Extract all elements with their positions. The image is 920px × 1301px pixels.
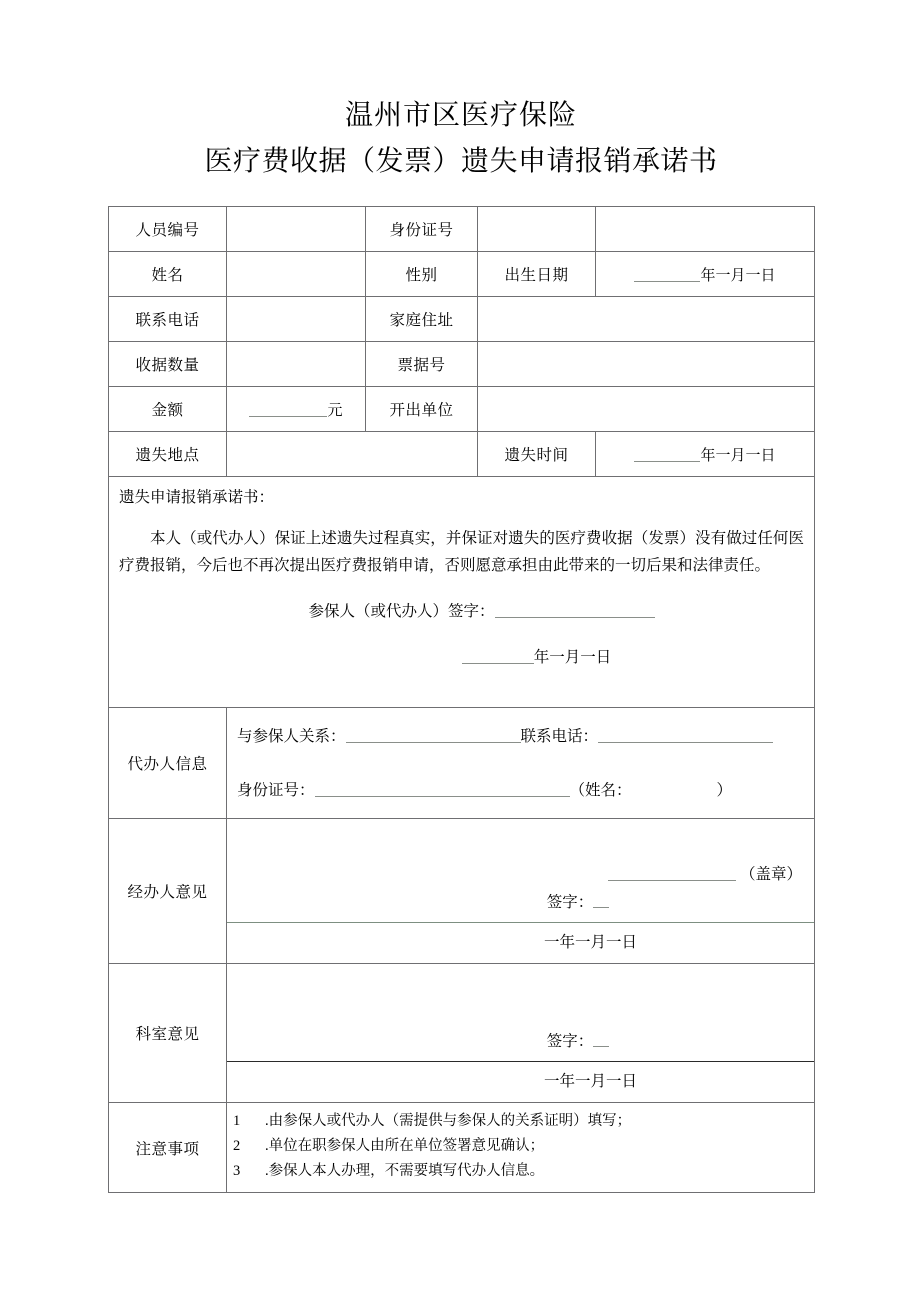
label-gender: 性别 bbox=[366, 252, 478, 297]
label-contact-phone: 联系电话 bbox=[109, 297, 227, 342]
note-text-3: .参保人本人办理，不需要填写代办人信息。 bbox=[265, 1163, 545, 1179]
table-row-notes bbox=[109, 1103, 815, 1193]
field-amount[interactable] bbox=[227, 387, 366, 432]
department-signature-label: 签字： bbox=[546, 1033, 594, 1050]
commitment-signature-row bbox=[119, 599, 804, 621]
birth-date-suffix: 年一月一日 bbox=[700, 267, 776, 284]
commitment-signature-label: 参保人（或代办人）签字： bbox=[308, 603, 495, 620]
note-text-1: .由参保人或代办人（需提供与参保人的关系证明）填写； bbox=[265, 1113, 632, 1129]
table-row-handler-opinion bbox=[109, 819, 815, 964]
commitment-signature-blank[interactable] bbox=[495, 603, 655, 618]
table-row-phone-address bbox=[109, 297, 815, 342]
agent-idno-line bbox=[237, 776, 802, 806]
field-person-number[interactable] bbox=[227, 207, 366, 252]
table-row-department-opinion bbox=[109, 964, 815, 1103]
loss-time-blank[interactable] bbox=[634, 447, 700, 462]
field-id-number-part1[interactable] bbox=[478, 207, 596, 252]
commitment-heading: 遗失申请报销承诺书： bbox=[119, 489, 275, 506]
table-row-name-gender-birth bbox=[109, 252, 815, 297]
note-item-1 bbox=[233, 1109, 804, 1134]
main-form-table bbox=[108, 206, 815, 1193]
department-opinion-inner bbox=[227, 964, 814, 1060]
department-signature-row bbox=[239, 1030, 802, 1054]
note-item-2 bbox=[233, 1134, 804, 1159]
agent-idno-blank[interactable] bbox=[315, 782, 570, 797]
label-home-address: 家庭住址 bbox=[366, 297, 478, 342]
agent-idno-label: 身份证号： bbox=[237, 782, 315, 799]
table-row-loss-place-time bbox=[109, 432, 815, 477]
table-row-commitment bbox=[109, 477, 815, 708]
commitment-date-suffix: 年一月一日 bbox=[533, 649, 612, 666]
handler-signature-blank[interactable] bbox=[593, 895, 609, 908]
label-id-number: 身份证号 bbox=[366, 207, 478, 252]
commitment-bottom-spacer bbox=[119, 667, 804, 697]
agent-relation-label: 与参保人关系： bbox=[237, 728, 346, 745]
note-text-2: .单位在职参保人由所在单位签署意见确认； bbox=[265, 1138, 545, 1154]
table-row-receipt-count-number bbox=[109, 342, 815, 387]
field-name[interactable] bbox=[227, 252, 366, 297]
field-issuing-unit[interactable] bbox=[478, 387, 815, 432]
handler-stamp-blank[interactable] bbox=[608, 866, 736, 881]
handler-signature-row bbox=[239, 891, 802, 915]
field-id-number-part2[interactable] bbox=[596, 207, 815, 252]
department-signature-blank[interactable] bbox=[593, 1034, 609, 1047]
label-notes: 注意事项 bbox=[109, 1103, 227, 1193]
loss-time-suffix: 年一月一日 bbox=[700, 447, 776, 464]
amount-blank[interactable] bbox=[249, 402, 327, 417]
field-receipt-count[interactable] bbox=[227, 342, 366, 387]
department-opinion-spacer bbox=[239, 974, 802, 1026]
label-loss-place: 遗失地点 bbox=[109, 432, 227, 477]
commitment-section bbox=[109, 477, 815, 708]
label-person-number: 人员编号 bbox=[109, 207, 227, 252]
agent-info-section bbox=[227, 708, 815, 819]
handler-signature-label: 签字： bbox=[546, 894, 594, 911]
table-row-amount-issuer bbox=[109, 387, 815, 432]
note-item-3 bbox=[233, 1159, 804, 1184]
label-receipt-count: 收据数量 bbox=[109, 342, 227, 387]
note-number-2: 2 bbox=[233, 1138, 241, 1154]
label-birth-date: 出生日期 bbox=[478, 252, 596, 297]
department-opinion-section[interactable] bbox=[227, 964, 815, 1103]
title-line-2: 医疗费收据（发票）遗失申请报销承诺书 bbox=[204, 146, 718, 177]
commitment-body-text: 本人（或代办人）保证上述遗失过程真实，并保证对遗失的医疗费收据（发票）没有做过任何医疗费报销，今后也不再次提出医疗费报销申请，否则愿意承担由此带来的一切后果和法律责任。 bbox=[119, 530, 804, 574]
commitment-date-blank[interactable] bbox=[462, 649, 534, 664]
amount-unit: 元 bbox=[327, 402, 343, 419]
label-name: 姓名 bbox=[109, 252, 227, 297]
field-home-address[interactable] bbox=[478, 297, 815, 342]
label-amount: 金额 bbox=[109, 387, 227, 432]
field-receipt-number[interactable] bbox=[478, 342, 815, 387]
agent-name-open-paren: （姓名： bbox=[569, 782, 632, 799]
notes-section bbox=[227, 1103, 815, 1193]
agent-relation-blank[interactable] bbox=[346, 728, 521, 743]
field-contact-phone[interactable] bbox=[227, 297, 366, 342]
note-number-3: 3 bbox=[233, 1163, 241, 1179]
agent-relation-line bbox=[237, 722, 802, 752]
agent-name-close-paren: ） bbox=[716, 782, 733, 799]
label-handler-opinion: 经办人意见 bbox=[109, 819, 227, 964]
title-line-1: 温州市区医疗保险 bbox=[344, 100, 577, 131]
handler-stamp-row bbox=[239, 863, 802, 887]
handler-opinion-inner bbox=[227, 819, 814, 921]
field-loss-place[interactable] bbox=[227, 432, 478, 477]
label-receipt-number: 票据号 bbox=[366, 342, 478, 387]
table-row-agent-info bbox=[109, 708, 815, 819]
field-loss-time[interactable] bbox=[596, 432, 815, 477]
document-title-block bbox=[108, 96, 814, 184]
birth-date-blank[interactable] bbox=[634, 267, 700, 282]
label-loss-time: 遗失时间 bbox=[478, 432, 596, 477]
department-opinion-date: 一年一月一日 bbox=[543, 1073, 637, 1090]
handler-stamp-label: （盖章） bbox=[739, 866, 802, 883]
field-birth-date[interactable] bbox=[596, 252, 815, 297]
note-number-1: 1 bbox=[233, 1113, 241, 1129]
label-agent-info: 代办人信息 bbox=[109, 708, 227, 819]
table-row-person-id bbox=[109, 207, 815, 252]
label-department-opinion: 科室意见 bbox=[109, 964, 227, 1103]
agent-phone-label: 联系电话： bbox=[520, 728, 599, 745]
label-issuing-unit: 开出单位 bbox=[366, 387, 478, 432]
handler-opinion-date: 一年一月一日 bbox=[543, 934, 637, 951]
handler-opinion-section[interactable] bbox=[227, 819, 815, 964]
commitment-date-row bbox=[119, 645, 804, 667]
agent-phone-blank[interactable] bbox=[598, 728, 773, 743]
